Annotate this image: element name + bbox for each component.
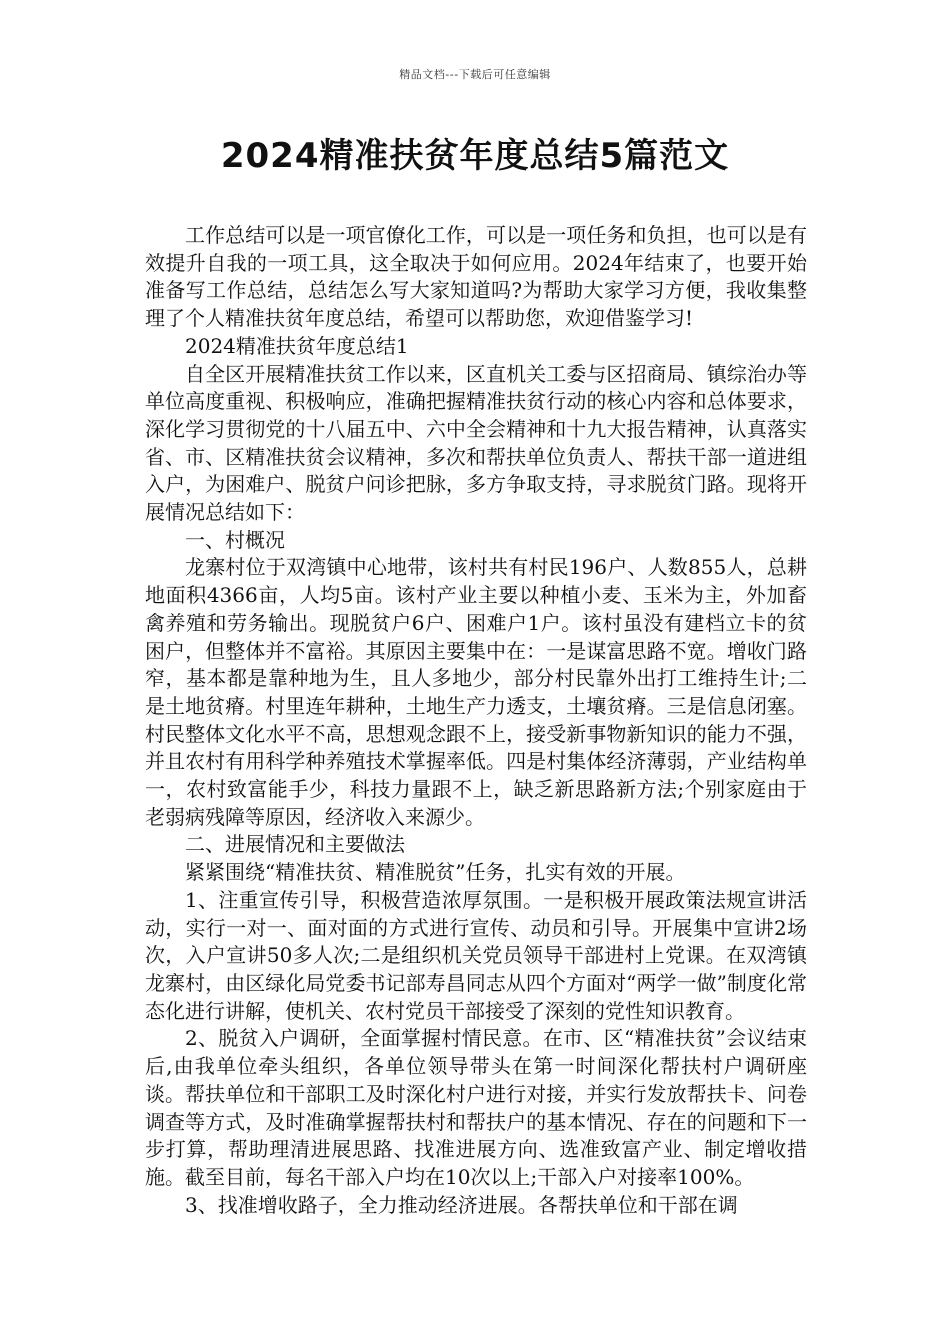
- body-paragraph: 2、脱贫入户调研，全面掌握村情民意。在市、区“精准扶贫”会议结束后,由我单位牵头组织，各单位领导带头在第一时间深化帮扶村户调研座谈。帮扶单位和干部职工及时深化村户进行对接，并实行发放帮扶卡、问卷调查等方式，及时准确掌握帮扶村和帮扶户的基本情况、存在的问题和下一步打算，帮助理清进展思路、找准进展方向、选准致富产业、制定增收措施。截至目前，每名干部入户均在10次以上;干部入户对接率100%。: [145, 1026, 807, 1189]
- body-paragraph: 1、注重宣传引导，积极营造浓厚氛围。一是积极开展政策法规宣讲活动，实行一对一、面对面的方式进行宣传、动员和引导。开展集中宣讲2场次，入户宣讲50多人次;二是组织机关党员领导干部进村上党课。在双湾镇龙寨村，由区绿化局党委书记部寿昌同志从四个方面对“两学一做”制度化常态化进行讲解，使机关、农村党员干部接受了深刻的党性知识教育。: [145, 887, 807, 1023]
- document-body: [145, 222, 807, 1219]
- section-heading-village-overview: 一、村概况: [185, 527, 285, 552]
- document-title: 2024精准扶贫年度总结5篇范文: [220, 136, 730, 176]
- body-paragraph: 龙寨村位于双湾镇中心地带，该村共有村民196户、人数855人，总耕地面积4366亩，人均5亩。该村产业主要以种植小麦、玉米为主，外加畜禽养殖和劳务输出。现脱贫户6户、困难户1户。该村虽没有建档立卡的贫困户，但整体并不富裕。其原因主要集中在：一是谋富思路不宽。增收门路窄，基本都是靠种地为生，且人多地少，部分村民靠外出打工维持生计;二是土地贫瘠。村里连年耕种，土地生产力透支，土壤贫瘠。三是信息闭塞。村民整体文化水平不高，思想观念跟不上，接受新事物新知识的能力不强，并且农村有用科学种养殖技术掌握率低。四是村集体经济薄弱，产业结构单一，农村致富能手少，科技力量跟不上，缺乏新思路新方法;个别家庭由于老弱病残障等原因，经济收入来源少。: [145, 555, 807, 829]
- section-heading-progress: 二、进展情况和主要做法: [185, 832, 405, 857]
- header-note: 精品文档---下载后可任意编辑: [399, 68, 551, 81]
- body-paragraph: 紧紧围绕“精准扶贫、精准脱贫”任务，扎实有效的开展。: [185, 860, 686, 885]
- body-paragraph: 3、找准增收路子，全力推动经济进展。各帮扶单位和干部在调: [185, 1192, 738, 1217]
- intro-paragraph: 工作总结可以是一项官僚化工作，可以是一项任务和负担，也可以是有效提升自我的一项工具，这全取决于如何应用。2024年结束了，也要开始准备写工作总结，总结怎么写大家知道吗?为帮助大家学习方便，我收集整理了个人精准扶贫年度总结，希望可以帮助您，欢迎借鉴学习!: [145, 223, 807, 331]
- section-heading-summary-1: 2024精准扶贫年度总结1: [185, 333, 409, 358]
- body-paragraph: 自全区开展精准扶贫工作以来，区直机关工委与区招商局、镇综治办等单位高度重视、积极响应，准确把握精准扶贫行动的核心内容和总体要求，深化学习贯彻党的十八届五中、六中全会精神和十九大报告精神，认真落实省、市、区精准扶贫会议精神，多次和帮扶单位负责人、帮扶干部一道进组入户，为困难户、脱贫户问诊把脉，多方争取支持，寻求脱贫门路。现将开展情况总结如下：: [145, 361, 807, 525]
